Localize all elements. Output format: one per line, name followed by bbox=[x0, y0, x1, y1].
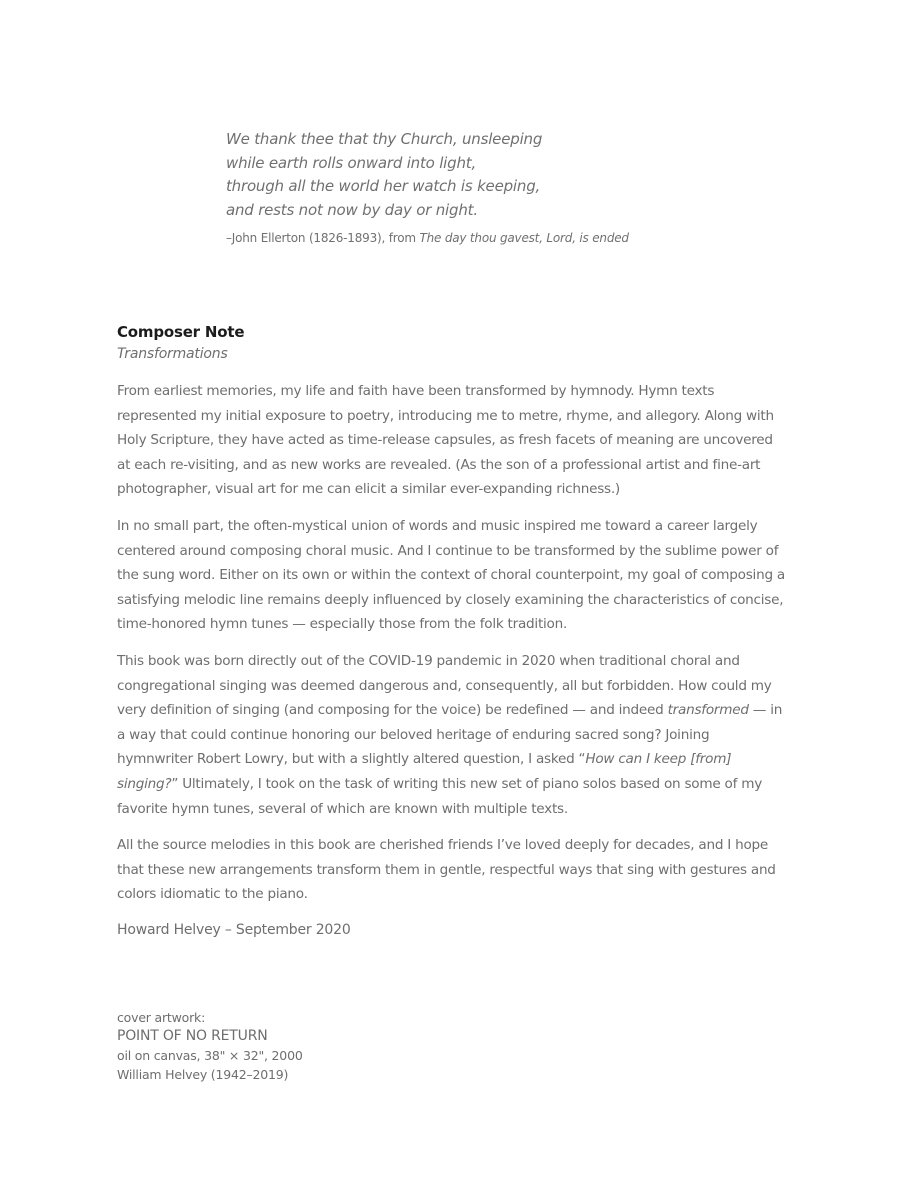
epigraph-line: through all the world her watch is keeping, bbox=[226, 177, 541, 195]
note-signature: Howard Helvey – September 2020 bbox=[117, 921, 351, 938]
note-subtitle: Transformations bbox=[117, 346, 228, 362]
epigraph-attribution bbox=[226, 228, 826, 248]
note-paragraph-2: In no small part, the often-mystical union of words and music inspired me toward a career largely centered around composing choral music. And I continue to be transformed by the sublime power of the sung word. Either on its own or within the context of choral counterpoint, my goal of composing a satisfying melodic line remains deeply influenced by closely examining the characteristics of concise, time-honored hymn tunes — especially those from the folk tradition. bbox=[117, 517, 785, 633]
note-paragraph-1: From earliest memories, my life and faith have been transformed by hymnody. Hymn texts represented my initial exposure to poetry, introducing me to metre, rhyme, and allegory. Along with Holy Scripture, they have acted as time-release capsules, as fresh facets of meaning are uncovered at each re-visiting, and as new works are revealed. (As the son of a professional artist and fine-art photographer, visual art for me can elicit a similar ever-expanding richness.) bbox=[117, 383, 774, 498]
p3-part: — in a way that could continue honoring our beloved heritage of enduring sacred song? Joining hymnwriter Robert Lowry, but with a slightly altered question, I asked “ bbox=[117, 702, 783, 768]
cover-credits bbox=[117, 1008, 303, 1084]
p3-part: ” Ultimately, I took on the task of writing this new set of piano solos based on some of my favorite hymn tunes, several of which are known with multiple texts. bbox=[117, 775, 762, 817]
p3-quote: How can I keep [from] singing? bbox=[117, 751, 732, 792]
epigraph-line: and rests not now by day or night. bbox=[226, 200, 478, 219]
attribution-hymn-title: The day thou gavest, Lord, is ended bbox=[419, 231, 629, 245]
artwork-medium: oil on canvas, 38" × 32", 2000 bbox=[117, 1048, 303, 1063]
note-paragraph-4: All the source melodies in this book are cherished friends I’ve loved deeply for decades, and I hope that these new arrangements transform them in gentle, respectful ways that sing with gestures and colors idiomatic to the piano. bbox=[117, 837, 776, 903]
credits-label: cover artwork: bbox=[117, 1010, 206, 1025]
artwork-artist: William Helvey (1942–2019) bbox=[117, 1067, 289, 1082]
p3-emphasis: transformed bbox=[667, 702, 749, 719]
composer-note bbox=[117, 321, 787, 941]
note-paragraph-3 bbox=[117, 649, 787, 821]
p3-part: This book was born directly out of the COVID-19 pandemic in 2020 when traditional choral and congregational singing was deemed dangerous and, consequently, all but forbidden. How could my very definition of singing (and composing for the voice) be redefined — and indeed bbox=[117, 652, 772, 719]
epigraph bbox=[226, 128, 826, 248]
epigraph-line: We thank thee that thy Church, unsleeping bbox=[226, 130, 543, 148]
epigraph-line: while earth rolls onward into light, bbox=[226, 153, 477, 172]
note-title: Composer Note bbox=[117, 323, 245, 341]
artwork-title: POINT OF NO RETURN bbox=[117, 1028, 268, 1044]
attribution-author: –John Ellerton (1826-1893), from bbox=[226, 231, 420, 245]
